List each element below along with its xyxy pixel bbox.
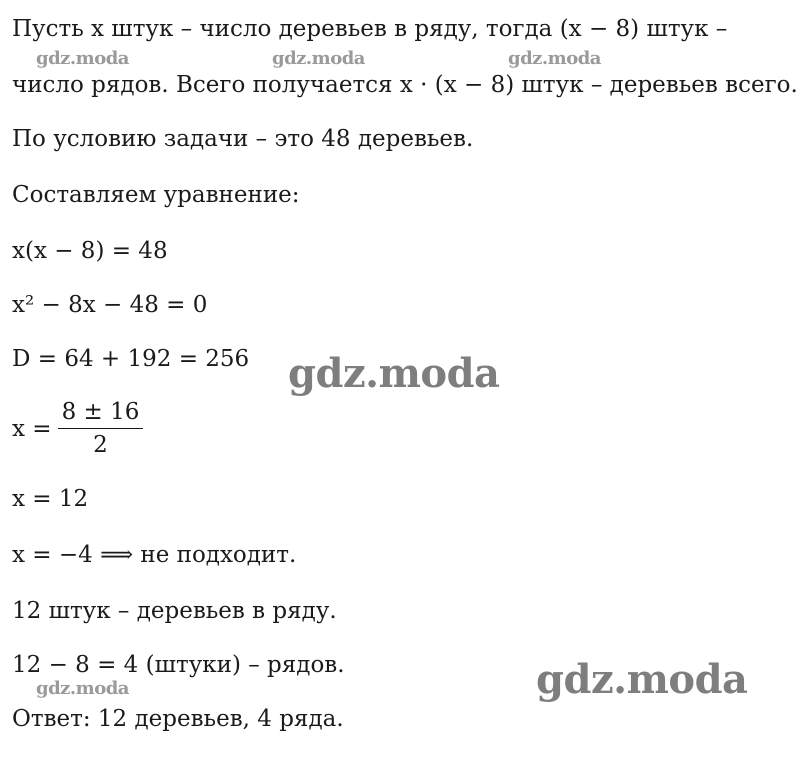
root-1-line: x = 12 xyxy=(12,486,89,512)
root-2-line: x = −4 ⟹ не подходит. xyxy=(12,542,297,568)
watermark-logo-large: gdz.moda xyxy=(536,656,748,703)
answer-line: Ответ: 12 деревьев, 4 ряда. xyxy=(12,706,344,732)
text-line-2: число рядов. Всего получается x · (x − 8) штук – деревьев всего. xyxy=(12,72,798,98)
discriminant-line: D = 64 + 192 = 256 xyxy=(12,346,250,372)
watermark-logo: gdz.moda xyxy=(272,48,365,69)
result-line-1: 12 штук – деревьев в ряду. xyxy=(12,598,337,624)
watermark-logo: gdz.moda xyxy=(36,48,129,69)
fraction xyxy=(58,398,144,459)
equation-1: x(x − 8) = 48 xyxy=(12,238,168,264)
text-line-3: По условию задачи – это 48 деревьев. xyxy=(12,126,474,152)
watermark-logo-large: gdz.moda xyxy=(288,350,500,397)
fraction-lhs: x = xyxy=(12,415,52,442)
equation-2: x² − 8x − 48 = 0 xyxy=(12,292,208,318)
text-line-4: Составляем уравнение: xyxy=(12,182,300,208)
text-line-1: Пусть x штук – число деревьев в ряду, тогда (x − 8) штук – xyxy=(12,16,728,42)
fraction-denominator: 2 xyxy=(93,432,108,458)
result-line-2: 12 − 8 = 4 (штуки) – рядов. xyxy=(12,652,345,678)
watermark-logo: gdz.moda xyxy=(508,48,601,69)
fraction-numerator: 8 ± 16 xyxy=(58,398,144,429)
fraction-equation xyxy=(12,398,143,459)
watermark-logo: gdz.moda xyxy=(36,678,129,699)
